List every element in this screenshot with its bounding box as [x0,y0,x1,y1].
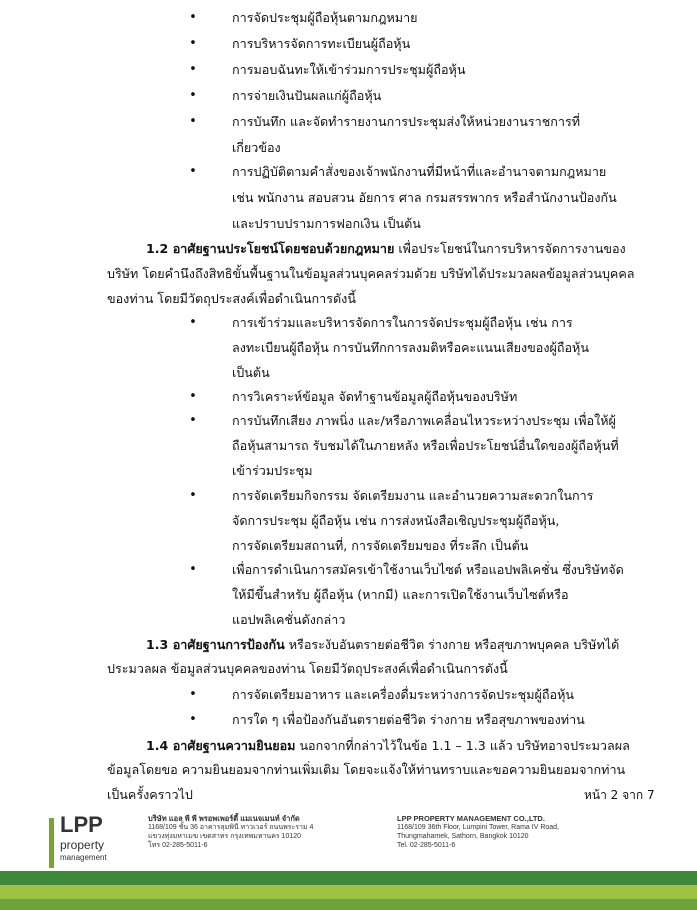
paragraph-text: นอกจากที่กล่าวไว้ในข้อ 1.1 – 1.3 แล้ว บริษัทอาจประมวลผล [299,738,630,753]
list-item: การบริหารจัดการทะเบียนผู้ถือหุ้น [232,36,411,51]
bullet: • [189,562,197,577]
paragraph-line: ของท่าน โดยมีวัตถุประสงค์เพื่อดำเนินการดังนี้ [107,291,356,306]
english-address-block [397,814,559,850]
bullet: • [189,488,197,503]
paragraph-line: ประมวลผล ข้อมูลส่วนบุคคลของท่าน โดยมีวัตถุประสงค์เพื่อดำเนินการดังนี้ [107,661,508,676]
paragraph-line: เป็นครั้งคราวไป [107,787,193,802]
list-item: เพื่อการดำเนินการสมัครเข้าใช้งานเว็บไซต์ หรือแอปพลิเคชั่น ซึ่งบริษัทจัด [232,562,624,577]
bullet: • [189,164,197,179]
section-1-3-line-1 [146,636,619,654]
bullet: • [189,88,197,103]
logo-lpp-text: LPP [60,812,103,837]
list-item-continued: การจัดเตรียมสถานที่, การจัดเตรียมของ ที่ระลึก เป็นต้น [232,538,529,553]
english-address-line: Thungmahamek, Sathorn, Bangkok 10120 [397,833,529,840]
list-item: การจัดเตรียมกิจกรรม จัดเตรียมงาน และอำนวยความสะดวกในการ [232,488,594,503]
list-item-continued: เป็นต้น [232,365,270,380]
bullet: • [189,315,197,330]
bullet: • [189,62,197,77]
list-item-continued: ถือหุ้นสามารถ รับชมได้ในภายหลัง หรือเพื่อประโยชน์อื่นใดของผู้ถือหุ้นที่ [232,438,619,453]
list-item: การใด ๆ เพื่อป้องกันอันตรายต่อชีวิต ร่างกาย หรือสุขภาพของท่าน [232,712,585,727]
list-item: การมอบฉันทะให้เข้าร่วมการประชุมผู้ถือหุ้น [232,62,466,77]
logo-bar [49,818,54,868]
bullet: • [189,36,197,51]
bullet: • [189,114,197,129]
paragraph-text: หรือระงับอันตรายต่อชีวิต ร่างกาย หรือสุขภาพบุคคล บริษัทได้ [288,637,620,652]
list-item: การจัดประชุมผู้ถือหุ้นตามกฎหมาย [232,10,418,25]
thai-address-line: แขวงทุ่งมหาเมฆ เขตสาทร กรุงเทพมหานคร 10120 [148,833,302,840]
footer-band-dark [0,871,697,885]
list-item: การจ่ายเงินปันผลแก่ผู้ถือหุ้น [232,88,382,103]
footer-band-bottom [0,899,697,910]
paragraph-line: ข้อมูลโดยขอ ความยินยอมจากท่านเพิ่มเติม โดยจะแจ้งให้ท่านทราบและขอความยินยอมจากท่าน [107,762,626,777]
list-item-continued: และปราบปรามการฟอกเงิน เป็นต้น [232,216,421,231]
bullet: • [189,10,197,25]
page-footer [0,808,697,910]
thai-company-name: บริษัท แอล พี พี พรอพเพอร์ตี้ แมเนจเมนท์ จำกัด [148,814,300,823]
paragraph-line: บริษัท โดยคำนึงถึงสิทธิขั้นพื้นฐานในข้อมูลส่วนบุคคลร่วมด้วย บริษัทได้ประมวลผลข้อมูลส่วนบุคคล [107,266,635,281]
section-1-2-line-1 [146,240,626,258]
section-1-4-line-1 [146,737,630,755]
list-item-continued: เช่น พนักงาน สอบสวน อัยการ ศาล กรมสรรพากร หรือสำนักงานป้องกัน [232,190,617,205]
list-item-continued: แอปพลิเคชั่นดังกล่าว [232,612,346,627]
list-item-continued: จัดการประชุม ผู้ถือหุ้น เช่น การส่งหนังสือเชิญประชุมผู้ถือหุ้น, [232,513,560,528]
thai-phone: โทร 02-285-5011-6 [148,842,208,849]
list-item-continued: ลงทะเบียนผู้ถือหุ้น การบันทึกการลงมติหรือคะแนนเสียงของผู้ถือหุ้น [232,340,589,355]
list-item-continued: ให้มีขึ้นสำหรับ ผู้ถือหุ้น (หากมี) และการเปิดใช้งานเว็บไซต์หรือ [232,587,569,602]
bullet: • [189,389,197,404]
thai-address-block [148,814,313,850]
logo-property-text: property [60,838,105,852]
thai-address-line: 1168/109 ชั้น 36 อาคารลุมพินี ทาวเวอร์ ถนนพระราม 4 [148,824,314,831]
list-item: การเข้าร่วมและบริหารจัดการในการจัดประชุมผู้ถือหุ้น เช่น การ [232,315,573,330]
section-heading: 1.3 อาศัยฐานการป้องกัน [146,637,285,652]
section-heading: 1.2 อาศัยฐานประโยชน์โดยชอบด้วยกฎหมาย [146,241,395,256]
section-heading: 1.4 อาศัยฐานความยินยอม [146,738,296,753]
list-item-continued: เข้าร่วมประชุม [232,463,313,478]
page-number: หน้า 2 จาก 7 [584,788,655,802]
list-item: การวิเคราะห์ข้อมูล จัดทำฐานข้อมูลผู้ถือหุ้นของบริษัท [232,389,518,404]
logo-management-text: management [60,853,107,862]
list-item: การบันทึก และจัดทำรายงานการประชุมส่งให้หน่วยงานราชการที่ [232,114,581,129]
paragraph-text: เพื่อประโยชน์ในการบริหารจัดการงานของ [398,241,626,256]
list-item: การบันทึกเสียง ภาพนิ่ง และ/หรือภาพเคลื่อนไหวระหว่างประชุม เพื่อให้ผู้ [232,413,616,428]
bullet: • [189,712,197,727]
company-logo [49,814,129,874]
list-item: การจัดเตรียมอาหาร และเครื่องดื่มระหว่างการจัดประชุมผู้ถือหุ้น [232,687,574,702]
english-phone: Tel. 02-285-5011-6 [397,842,456,849]
english-address-line: 1168/109 36th Floor, Lumpini Tower, Rama IV Road, [397,824,560,831]
bullet: • [189,413,197,428]
english-company-name: LPP PROPERTY MANAGEMENT CO.,LTD. [397,814,545,823]
list-item: การปฏิบัติตามคำสั่งของเจ้าพนักงานที่มีหน้าที่และอำนาจตามกฎหมาย [232,164,607,179]
list-item-continued: เกี่ยวข้อง [232,140,281,155]
footer-band-light [0,885,697,899]
bullet: • [189,687,197,702]
